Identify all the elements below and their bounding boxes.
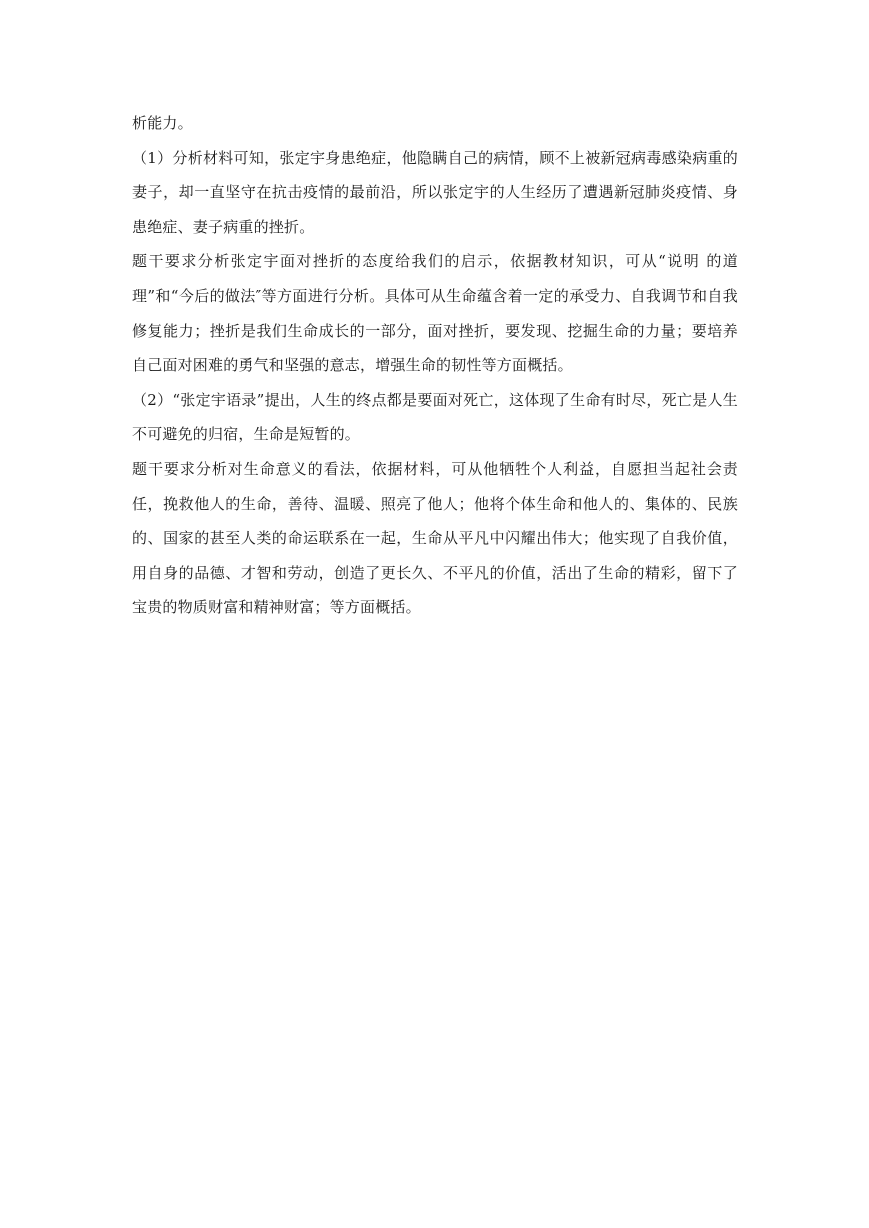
paragraph-analysis-1: 题干要求分析张定宇面对挫折的态度给我们的启示，依据教材知识，可从“说明 的道理”和“今后的做法″等方面进行分析。具体可从生命蕴含着一定的承受力、自我调节和自我修复能力；挫折是我们生命成长的一部分，面对挫折，要发现、挖掘生命的力量；要培养自己面对困难的勇气和坚强的意志，增强生命的韧性等方面概括。 <box>132 252 738 375</box>
answer-text-body <box>132 106 738 625</box>
paragraph-answer-2: （2）“张定宇语录”提出，人生的终点都是要面对死亡，这体现了生命有时尽，死亡是人生不可避免的归宿，生命是短暂的。 <box>132 390 738 444</box>
paragraph-continuation: 析能力。 <box>132 114 193 132</box>
paragraph-answer-1: （1）分析材料可知，张定宇身患绝症，他隐瞒自己的病情，顾不上被新冠病毒感染病重的妻子，却一直坚守在抗击疫情的最前沿，所以张定宇的人生经历了遭遇新冠肺炎疫情、身患绝症、妻子病重的挫折。 <box>132 148 738 236</box>
paragraph-analysis-2: 题干要求分析对生命意义的看法，依据材料，可从他牺牲个人利益，自愿担当起社会责任，挽救他人的生命，善待、温暖、照亮了他人；他将个体生命和他人的、集体的、民族的、国家的甚至人类的命运联系在一起，生命从平凡中闪耀出伟大；他实现了自我价值，用自身的品德、才智和劳动，创造了更长久、不平凡的价值，活出了生命的精彩，留下了宝贵的物质财富和精神财富；等方面概括。 <box>132 459 738 617</box>
